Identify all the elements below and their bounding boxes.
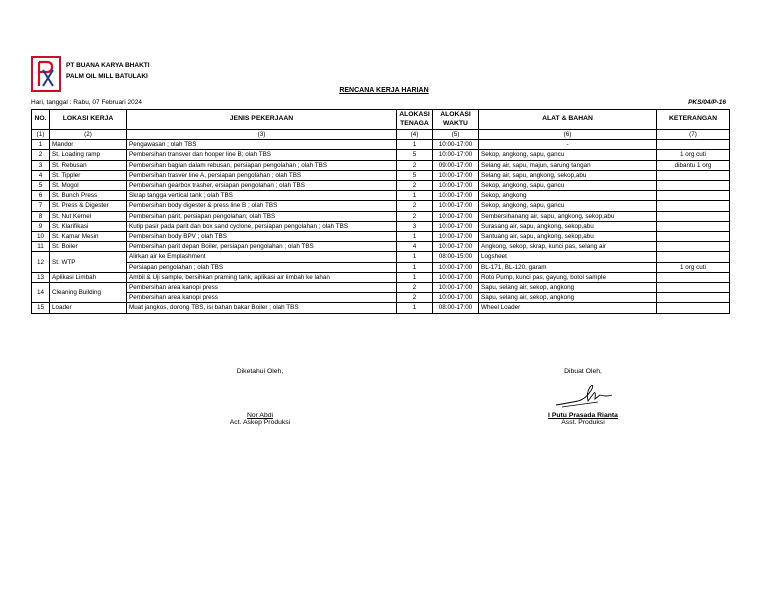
table-row [32,140,730,150]
cell-jenis: Pembersihan area kanopi press [127,293,397,303]
header-waktu: ALOKASI WAKTU [433,110,479,130]
col-number: (4) [397,130,433,140]
cell-jenis: Persiapan pengolahan ; olah TBS [127,262,397,272]
cell-tenaga: 3 [397,221,433,231]
cell-waktu: 10:00-17:00 [433,232,479,242]
table-row [32,283,730,293]
company-header [66,60,150,82]
cell-waktu: 10:00-17:00 [433,170,479,180]
cell-ket [657,303,730,313]
cell-lokasi: St. Boiler [50,242,127,252]
cell-tenaga: 1 [397,252,433,262]
cell-jenis: Skrap tangga vertical tank ; olah TBS [127,191,397,201]
col-number: (1) [32,130,50,140]
cell-alat: Santuang air, sapu, angkong, sekop,abu [479,232,657,242]
cell-no: 13 [32,272,50,282]
cell-no: 2 [32,150,50,160]
header-tenaga: ALOKASI TENAGA [397,110,433,130]
cell-no: 10 [32,232,50,242]
col-number: (3) [127,130,397,140]
signature-left [210,368,310,426]
cell-lokasi: Cleaning Building [50,283,127,303]
cell-jenis: Pembersihan parit, persiapan pengolahan; olah TBS [127,211,397,221]
signature-right-label: Dibuat Oleh, [564,368,602,375]
cell-alat: Sekop, angkong, sapu, gancu [479,181,657,191]
cell-alat: Surasang air, sapu, angkong, sekop,abu [479,221,657,231]
signature-right [523,368,643,426]
cell-ket [657,221,730,231]
cell-alat: Sapu, selang air, sekop, angkong [479,293,657,303]
cell-ket [657,242,730,252]
cell-tenaga: 5 [397,170,433,180]
cell-waktu: 08:00-17:00 [433,303,479,313]
table-header-row [32,110,730,130]
cell-lokasi: St. Loading ramp [50,150,127,160]
cell-jenis: Muat jangkos, dorong TBS, isi bahan bakar Boiler ; olah TBS [127,303,397,313]
cell-tenaga: 2 [397,160,433,170]
table-row [32,201,730,211]
cell-no: 1 [32,140,50,150]
cell-jenis: Pembersihan body BPV ; olah TBS [127,232,397,242]
cell-no: 14 [32,283,50,303]
cell-waktu: 10:00-17:00 [433,201,479,211]
cell-jenis: Pengawasan ; olah TBS [127,140,397,150]
cell-tenaga: 2 [397,283,433,293]
header-ket: KETERANGAN [657,110,730,130]
table-row [32,232,730,242]
cell-alat: Selang air, sapu, majun, sarung tangan [479,160,657,170]
cell-no: 15 [32,303,50,313]
table-row [32,181,730,191]
cell-waktu: 10:00-17:00 [433,293,479,303]
cell-alat: Sekop, angkong, sapu, gancu [479,201,657,211]
cell-ket: 1 org cuti [657,262,730,272]
cell-alat: Selang air, sapu, angkong, sekop,abu [479,170,657,180]
cell-waktu: 10:00-17:00 [433,211,479,221]
cell-jenis: Ambil & Uji sample, bersihkan praming tank, aplikasi air limbah ke lahan [127,272,397,282]
table-body [32,140,730,313]
signature-left-name: Nor Abdi [246,412,274,419]
cell-ket [657,140,730,150]
cell-ket [657,181,730,191]
cell-waktu: 10:00-17:00 [433,242,479,252]
cell-ket: 1 org cuti [657,150,730,160]
cell-ket [657,272,730,282]
cell-lokasi: Mandor [50,140,127,150]
cell-alat: - [479,140,657,150]
cell-jenis: Pembersihan trasver line A, persiapan pengolahan ; olah TBS [127,170,397,180]
cell-alat: Sembersihanang air, sapu, angkong, sekop,abu [479,211,657,221]
cell-tenaga: 1 [397,191,433,201]
table-row [32,160,730,170]
document-title: RENCANA KERJA HARIAN [339,87,429,94]
header-jenis: JENIS PEKERJAAN [127,110,397,130]
cell-jenis: Pembersihan bagian dalam rebusan, persiapan pengolahan ; olah TBS [127,160,397,170]
cell-tenaga: 2 [397,211,433,221]
signature-left-label: Diketahui Oleh, [236,368,284,375]
cell-no: 11 [32,242,50,252]
cell-no: 9 [32,221,50,231]
cell-lokasi: St. Klarifikasi [50,221,127,231]
document-number: PKS/04/P-16 [688,99,726,106]
cell-lokasi: St. Rebusan [50,160,127,170]
work-plan-table [31,109,730,314]
cell-ket [657,191,730,201]
cell-no: 4 [32,170,50,180]
cell-waktu: 10:00-17:00 [433,191,479,201]
table-row [32,252,730,262]
cell-lokasi: St. Press & Digester [50,201,127,211]
cell-ket [657,293,730,303]
cell-waktu: 10:00-17:00 [433,181,479,191]
cell-alat: Wheel Loader [479,303,657,313]
cell-waktu: 09:00-17:00 [433,160,479,170]
signature-right-name: I Putu Prasada Rianta [548,412,618,419]
table-row [32,170,730,180]
cell-alat: Sapu, selang air, sekop, angkong [479,283,657,293]
table-row [32,272,730,282]
cell-lokasi: Loader [50,303,127,313]
cell-lokasi: St. Mogol [50,181,127,191]
cell-waktu: 10:00-17:00 [433,150,479,160]
cell-lokasi: St. WTP [50,252,127,272]
cell-ket [657,211,730,221]
signature-left-role: Act. Askep Produksi [229,419,291,426]
table-row [32,221,730,231]
cell-alat: Angkong, sekop, skrap, kunci pas, selang air [479,242,657,252]
cell-ket [657,170,730,180]
cell-tenaga: 2 [397,181,433,191]
cell-waktu: 10:00-17:00 [433,283,479,293]
cell-no: 8 [32,211,50,221]
header-lokasi: LOKASI KERJA [50,110,127,130]
cell-alat: Logsheet [479,252,657,262]
mill-name: PALM OIL MILL BATULAKI [66,73,148,80]
cell-jenis: Pembersihan gearbox trasher, ersiapan pengolahan ; olah TBS [127,181,397,191]
cell-waktu: 10:00-17:00 [433,262,479,272]
cell-alat: Sekop, angkong, sapu, gancu [479,150,657,160]
cell-jenis: Pembersihan area kanopi press [127,283,397,293]
table-row [32,242,730,252]
header-alat: ALAT & BAHAN [479,110,657,130]
cell-lokasi: St. Bunch Press [50,191,127,201]
handwritten-signature [548,375,618,412]
table-row [32,262,730,272]
cell-tenaga: 1 [397,140,433,150]
table-row [32,293,730,303]
table-row [32,150,730,160]
cell-no: 12 [32,252,50,272]
cell-ket [657,201,730,211]
cell-lokasi: St. Tippler [50,170,127,180]
cell-no: 5 [32,181,50,191]
signature-right-role: Asst. Produksi [561,419,605,426]
table-row [32,191,730,201]
cell-waktu: 10:00-17:00 [433,140,479,150]
cell-jenis: Pembersihan body digester & press line B ; olah TBS [127,201,397,211]
cell-jenis: Pembersihan transver dan hooper line B; olah TBS [127,150,397,160]
column-number-row [32,130,730,140]
cell-tenaga: 1 [397,272,433,282]
header-no: NO. [32,110,50,130]
cell-alat: Sekop, angkong [479,191,657,201]
cell-jenis: Kutip pasir pada parit dan box sand cyclone, persiapan pengolahan ; olah TBS [127,221,397,231]
col-number: (6) [479,130,657,140]
cell-waktu: 10:00-17:00 [433,221,479,231]
col-number: (2) [50,130,127,140]
col-number: (7) [657,130,730,140]
table-row [32,303,730,313]
cell-ket: dibantu 1 org [657,160,730,170]
cell-lokasi: St. Nut Kernel [50,211,127,221]
cell-waktu: 10:00-17:00 [433,272,479,282]
cell-ket [657,283,730,293]
cell-no: 6 [32,191,50,201]
date-line: Hari, tanggal : Rabu, 07 Februari 2024 [31,99,142,106]
company-name: PT BUANA KARYA BHAKTI [66,62,150,69]
cell-no: 7 [32,201,50,211]
cell-tenaga: 1 [397,262,433,272]
cell-alat: BL-171, BL-120, garam [479,262,657,272]
cell-jenis: Alirkan air ke Emplashment [127,252,397,262]
cell-tenaga: 2 [397,293,433,303]
cell-tenaga: 5 [397,150,433,160]
cell-no: 3 [32,160,50,170]
cell-lokasi: Aplikasi Limbah [50,272,127,282]
cell-waktu: 08:00-15:00 [433,252,479,262]
cell-jenis: Pembersihan parit depan Boiler, persiapan pengolahan ; olah TBS [127,242,397,252]
cell-ket [657,252,730,262]
cell-lokasi: St. Kamar Mesin [50,232,127,242]
cell-tenaga: 4 [397,242,433,252]
table-row [32,211,730,221]
cell-tenaga: 1 [397,232,433,242]
cell-tenaga: 1 [397,303,433,313]
cell-tenaga: 2 [397,201,433,211]
col-number: (5) [433,130,479,140]
cell-alat: Roto Pump, kunci pas, gayung, botol sample [479,272,657,282]
cell-ket [657,232,730,242]
